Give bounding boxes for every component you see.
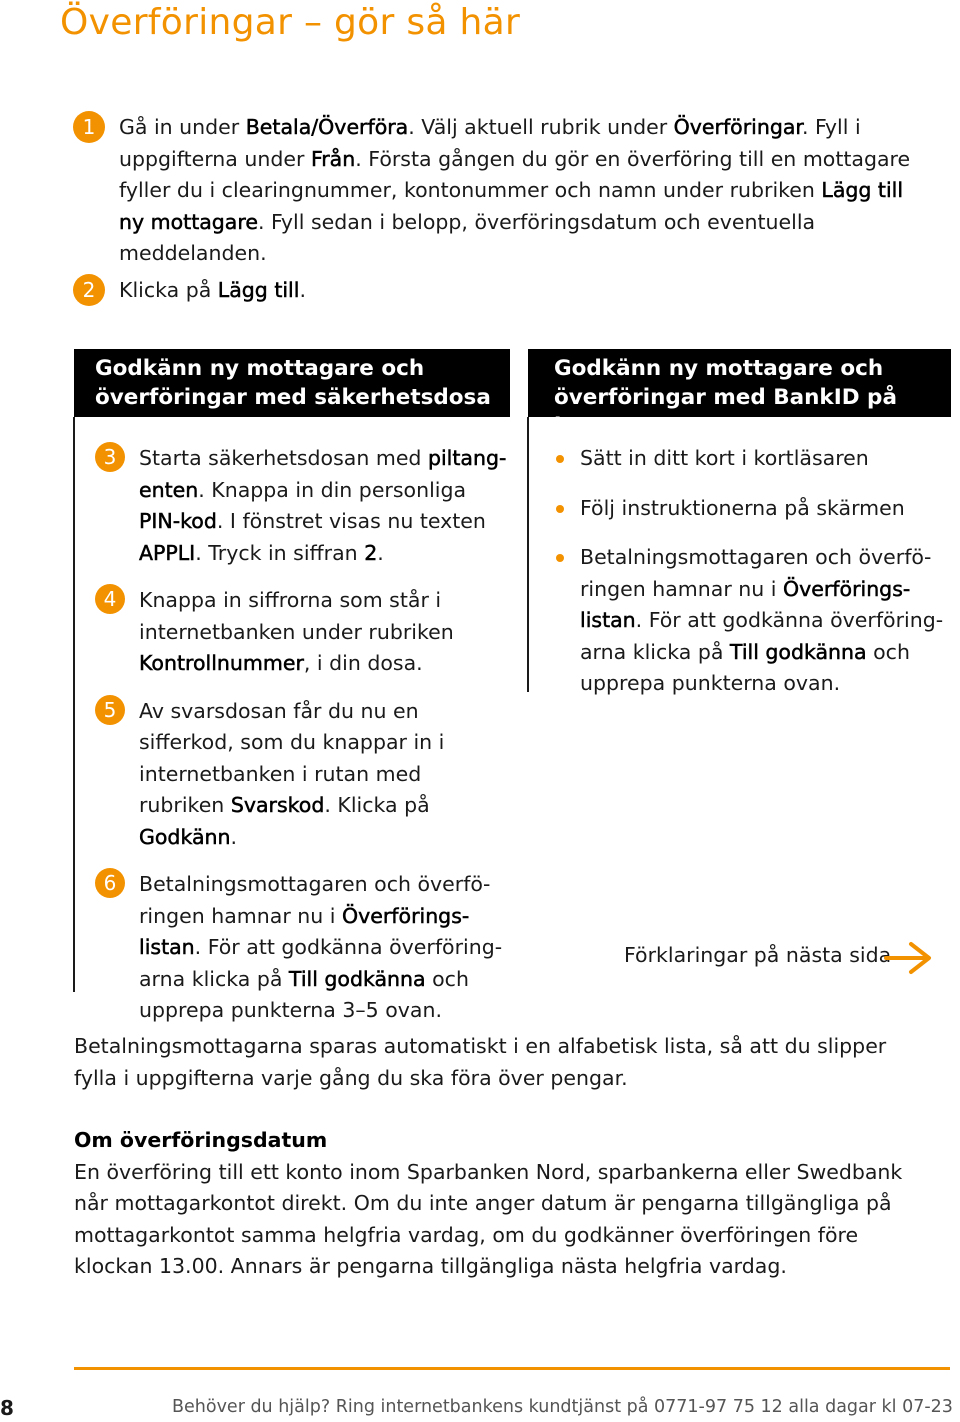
heading-line: Godkänn ny mottagare och (554, 356, 884, 381)
security-box-heading (74, 349, 510, 417)
emphasis-text: piltangenten (139, 446, 507, 502)
body-text: , i din dosa. (303, 651, 423, 675)
step-number-badge: 6 (95, 868, 125, 898)
body-text: och upprepa punkterna 3–5 ovan. (139, 966, 469, 1022)
bankid-bullet-list (553, 443, 953, 718)
emphasis-text: 2 (364, 540, 378, 565)
bullet-dot (556, 554, 564, 562)
step-4 (95, 585, 515, 680)
step-2 (73, 275, 943, 307)
body-text: och upprepa punkterna ovan. (580, 639, 910, 695)
body-text: Gå in under (119, 115, 246, 139)
list-item (553, 443, 953, 475)
heading-line: överföringar med säkerhetsdosa (95, 385, 491, 410)
emphasis-text: Från (310, 146, 356, 171)
left-box-border (73, 417, 75, 992)
step-1 (73, 112, 943, 270)
help-text: Behöver du hjälp? Ring internetbankens kundtjänst på 0771-97 75 12 alla dagar kl 07-23 (172, 1397, 953, 1417)
body-text: . (299, 278, 306, 302)
transfer-date-section (74, 1125, 934, 1283)
body-text: Knappa in siffrorna som står i internetbanken under rubriken (139, 588, 454, 644)
page-number: 8 (0, 1396, 14, 1420)
page-title: Överföringar – gör så här (60, 2, 521, 43)
body-text: Följ instruktionerna på skärmen (580, 495, 905, 520)
body-text: . Klicka på (324, 793, 430, 817)
step-text (139, 869, 504, 1027)
arrow-right-icon[interactable] (883, 940, 933, 976)
step-number-badge: 2 (73, 274, 105, 306)
step-3 (95, 443, 515, 569)
heading-line: Godkänn ny mottagare och (95, 356, 425, 381)
emphasis-text: Betala/Överföra (245, 115, 409, 139)
body-text: Betalningsmottagaren och överföringen hamnar nu i (580, 545, 932, 601)
step-text (119, 275, 306, 307)
body-text: Av svarsdosan får du nu en sifferkod, som du knappar in i internetbanken i rutan med rubriken (139, 698, 445, 817)
emphasis-text: Lägg till (217, 278, 300, 302)
emphasis-text: PIN-kod (139, 509, 217, 533)
emphasis-text: Överföringslistan (580, 576, 911, 632)
bullet-dot (556, 505, 564, 513)
step-text (139, 696, 509, 854)
list-item-text (580, 446, 869, 470)
emphasis-text: Till godkänna (288, 966, 426, 991)
body-text: . Knappa in din personliga (198, 477, 467, 502)
step-number-badge: 1 (73, 111, 105, 143)
list-item (553, 542, 953, 700)
body-text: Sätt in ditt kort i kortläsaren (580, 446, 869, 470)
bankid-box-heading (528, 349, 951, 439)
body-text: . Välj aktuell rubrik under (408, 115, 674, 139)
body-text: Betalningsmottagaren och överföringen hamnar nu i (139, 872, 491, 928)
body-text: . Fyll i uppgifterna under (119, 115, 861, 171)
body-text: . (377, 540, 384, 565)
emphasis-text: Överföringar (673, 115, 802, 139)
body-text: . För att godkänna överföringarna klicka på (580, 608, 944, 664)
body-text: . Tryck in siffran (195, 540, 365, 565)
next-page-link[interactable]: Förklaringar på nästa sida (624, 943, 892, 967)
step-number-badge: 4 (95, 584, 125, 614)
body-text: . Fyll sedan i belopp, överföringsdatum och eventuella meddelanden. (119, 209, 816, 265)
list-item-text (580, 542, 945, 700)
emphasis-text: Lägg till ny mottagare (119, 178, 904, 234)
step-number-badge: 5 (95, 695, 125, 725)
step-text (139, 443, 509, 569)
emphasis-text: Överföringslistan (139, 903, 470, 959)
step-text (119, 112, 934, 270)
footer-divider (74, 1367, 950, 1370)
emphasis-text: Svarskod (230, 793, 325, 817)
security-steps (95, 443, 515, 1043)
body-text: . Första gången du gör en överföring till en mottagare fyller du i clearingnummer, kontonummer och namn under rubriken (119, 146, 911, 202)
body-text: . För att godkänna överföringarna klicka på (139, 935, 503, 991)
step-text (139, 585, 469, 680)
list-item (553, 493, 953, 525)
body-text: . I fönstret visas nu texten (216, 509, 486, 533)
body-text: Klicka på (119, 278, 218, 302)
emphasis-text: Godkänn (139, 824, 231, 849)
list-item-text (580, 496, 905, 520)
emphasis-text: Kontrollnummer (139, 651, 304, 675)
section-text: En överföring till ett konto inom Sparbanken Nord, sparbankerna eller Swedbank når mottagarkontot direkt. Om du inte anger datum är pengarna tillgängliga på mottagarkontot samma helgfria vardag, om du godkänner överföringen före klockan 13.00. Annars är pengarna tillgängliga nästa helgfria vardag. (74, 1159, 903, 1278)
emphasis-text: Till godkänna (729, 639, 867, 664)
bullet-dot (556, 455, 564, 463)
body-text: Starta säkerhetsdosan med (139, 446, 428, 470)
body-text: . (230, 824, 238, 849)
right-box-border (527, 417, 529, 692)
emphasis-text: APPLI (139, 540, 196, 565)
section-heading: Om överföringsdatum (74, 1128, 328, 1152)
step-6 (95, 869, 515, 1027)
step-5 (95, 696, 515, 854)
recipients-note: Betalningsmottagarna sparas automatiskt i en alfabetisk lista, så att du slipper fylla i uppgifterna varje gång du ska föra över pengar. (74, 1034, 887, 1090)
step-number-badge: 3 (95, 442, 125, 472)
heading-line: överföringar med BankID på kort (554, 385, 897, 439)
